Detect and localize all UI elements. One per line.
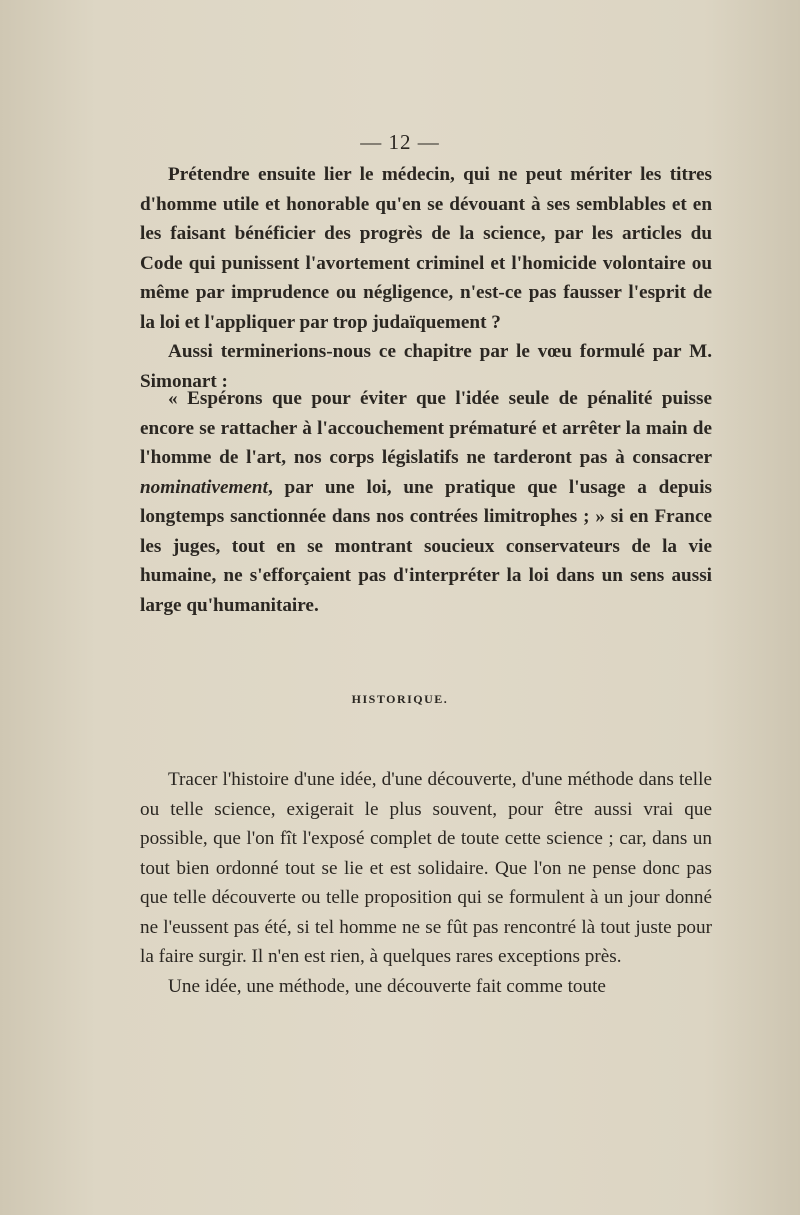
text-block-top: [140, 160, 712, 396]
quote-text-start: « Espérons que pour éviter que l'idée seule de pénalité puisse encore se rattacher à l'accouchement prématuré et arrêter la main de l'homme de l'art, nos corps législatifs ne tarderont pas à consacrer: [140, 388, 712, 468]
text-block-quote: [140, 384, 712, 620]
quote-text-end: , par une loi, une pratique que l'usage a depuis longtemps sanctionnée dans nos contrées limitrophes ; » si en France les juges, tout en se montrant soucieux conservateurs de la vie humaine, ne s'efforçaient pas d'interpréter la loi dans un sens aussi large qu'humanitaire.: [140, 476, 712, 616]
section-heading: HISTORIQUE.: [351, 692, 449, 706]
quote-emphasis: nominativement: [140, 476, 268, 498]
quote-paragraph: [140, 384, 712, 620]
paragraph-3: Tracer l'histoire d'une idée, d'une découverte, d'une méthode dans telle ou telle science, exigerait le plus souvent, pour être aussi vrai que possible, que l'on fît l'exposé complet de toute cette science ; car, dans un tout bien ordonné tout se lie et est solidaire. Que l'on ne pense donc pas que telle découverte ou telle proposition qui se formulent à un jour donné ne l'eussent pas été, si tel homme ne se fût pas rencontré là tout juste pour la faire surgir. Il n'en est rien, à quelques rares exceptions près.: [140, 769, 712, 967]
paragraph-4: Une idée, une méthode, une découverte fait comme toute: [168, 975, 606, 997]
paragraph-1: Prétendre ensuite lier le médecin, qui ne peut mériter les titres d'homme utile et honorable qu'en se dévouant à ses semblables et en les faisant bénéficier des progrès de la science, par les articles du Code qui punissent l'avortement criminel et l'homicide volontaire ou même par imprudence ou négligence, n'est-ce pas fausser l'esprit de la loi et l'appliquer par trop judaïquement ?: [140, 164, 712, 333]
paragraph-2: Aussi terminerions-nous ce chapitre par le vœu formulé par M. Simonart :: [140, 341, 712, 392]
page-number: — 12 —: [360, 130, 440, 154]
text-block-history: [140, 765, 712, 1001]
